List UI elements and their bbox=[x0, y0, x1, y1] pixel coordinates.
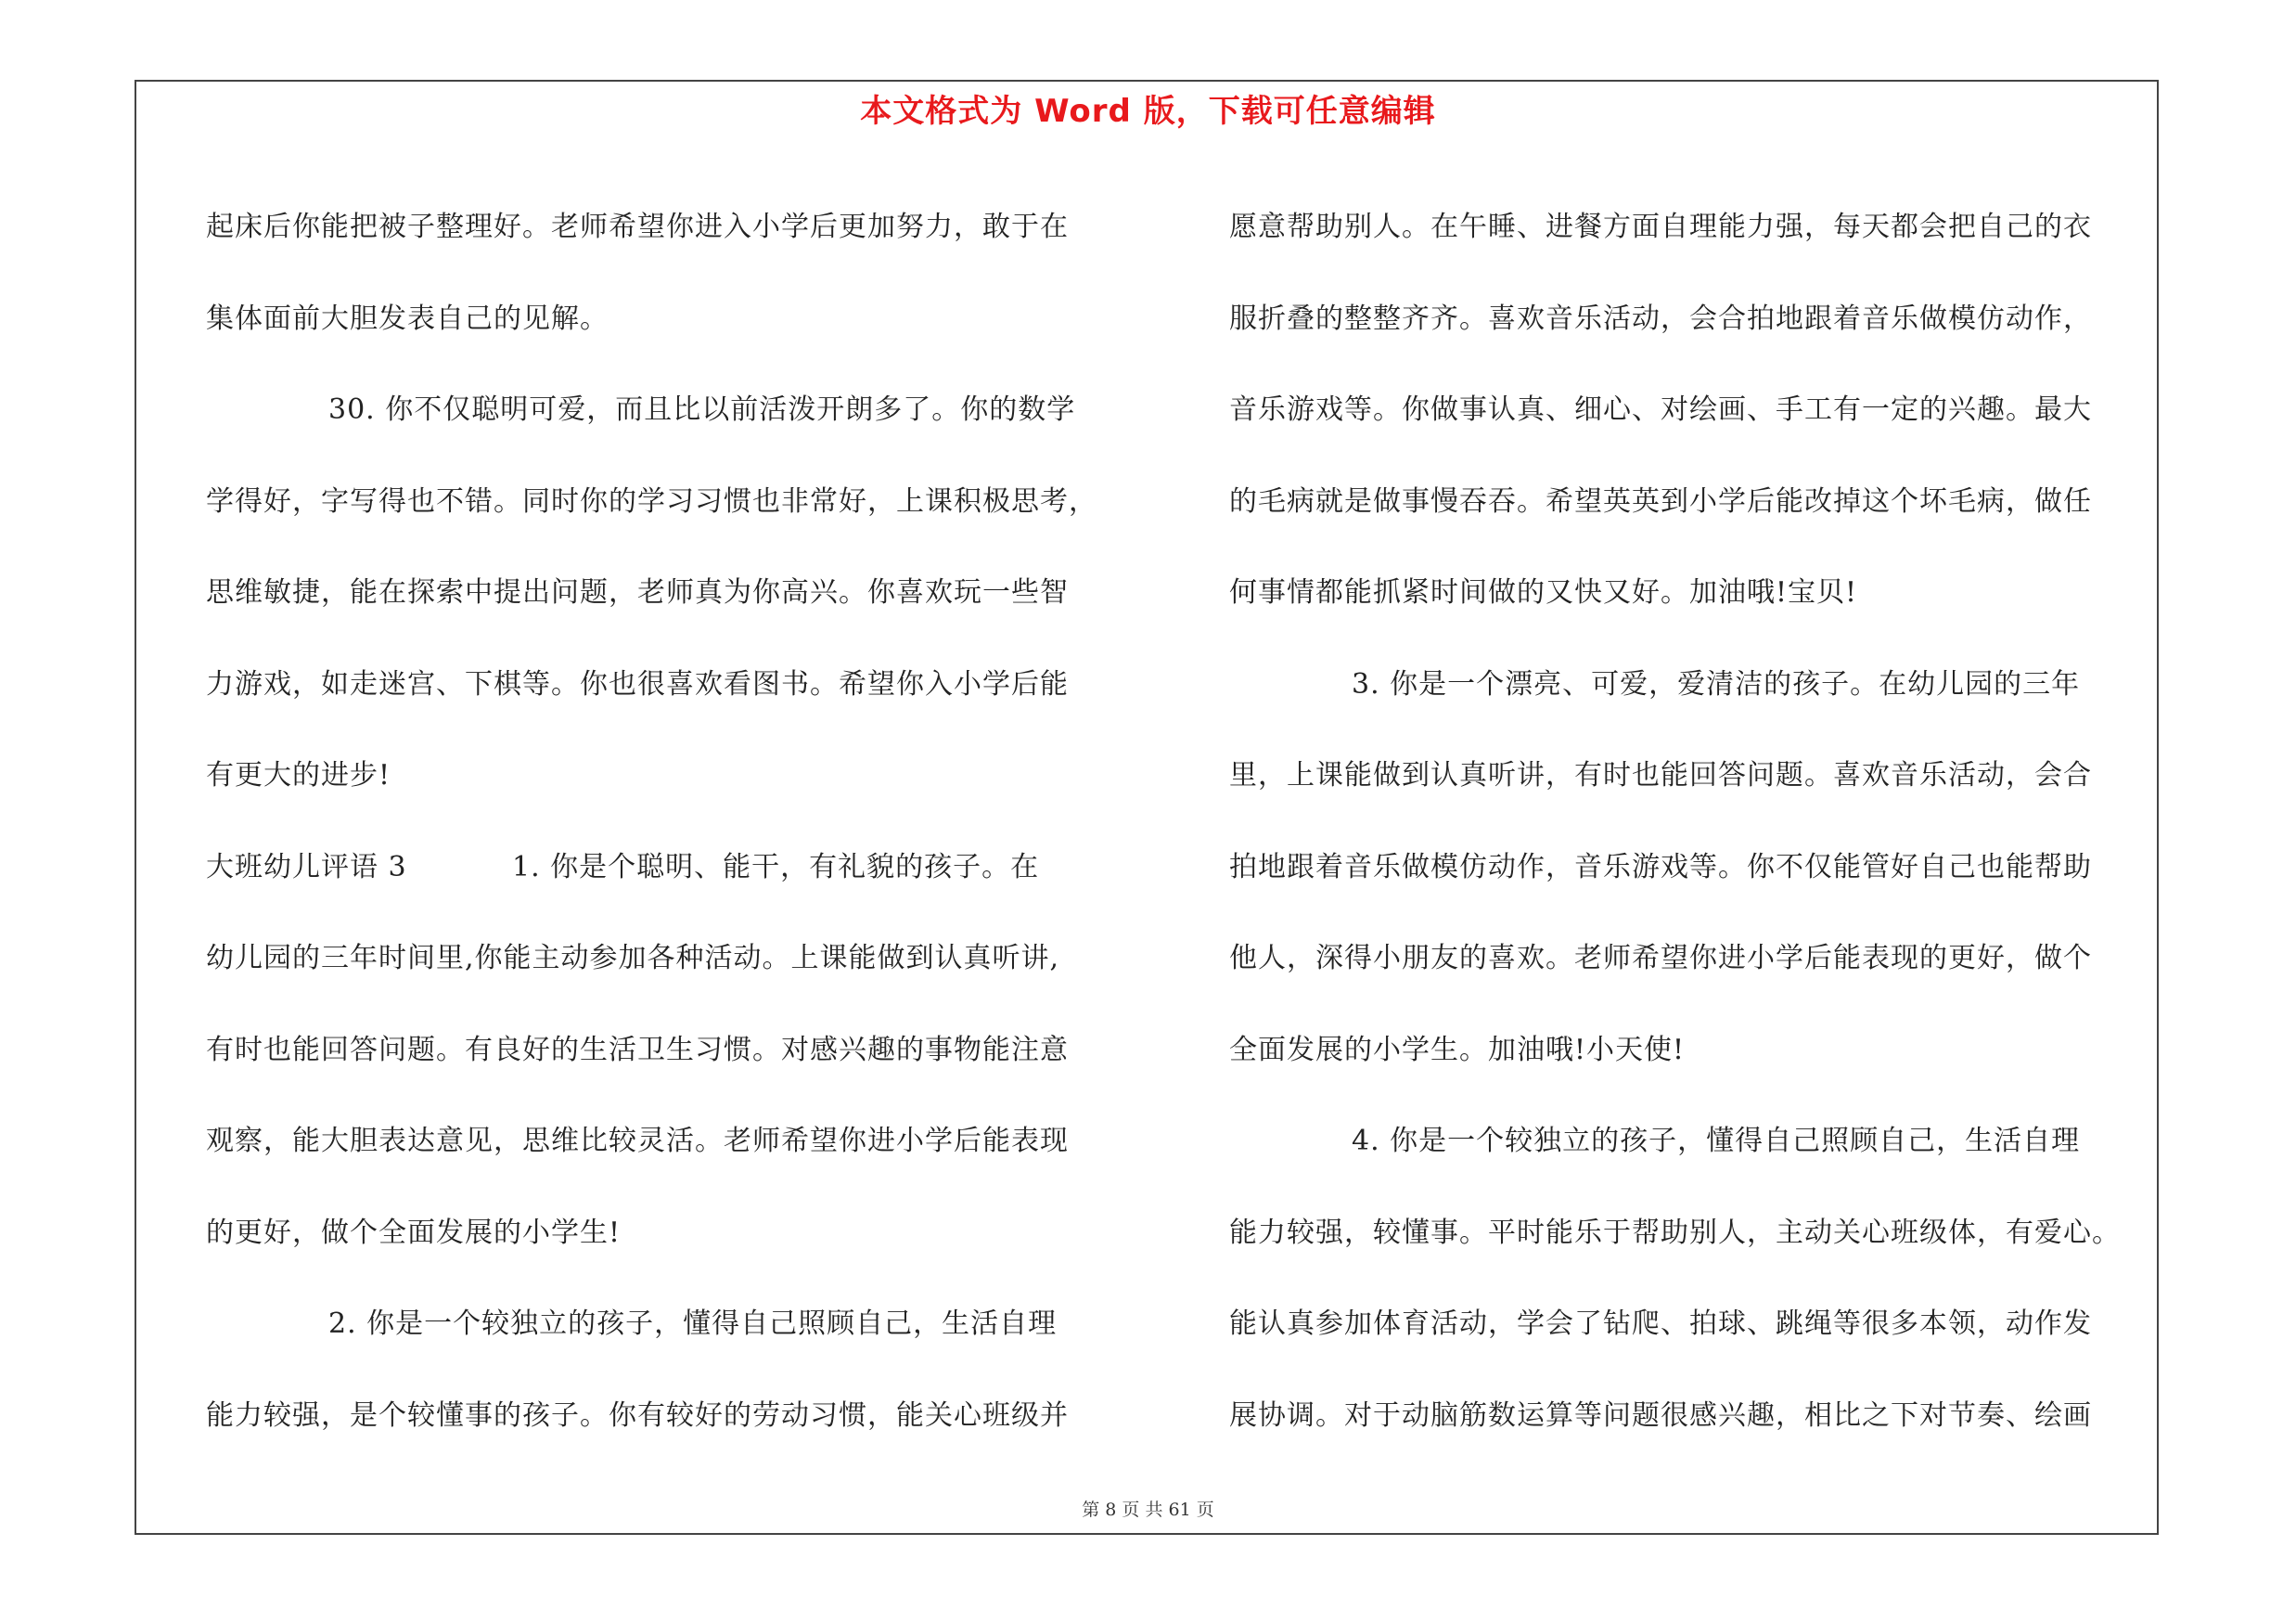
text-line: 能认真参加体育活动，学会了钻爬、拍球、跳绳等很多本领，动作发 bbox=[1229, 1307, 2092, 1340]
text-line: 幼儿园的三年时间里,你能主动参加各种活动。上课能做到认真听讲, bbox=[206, 942, 1060, 974]
text-line: 起床后你能把被子整理好。老师希望你进入小学后更加努力，敢于在 bbox=[206, 211, 1069, 243]
text-line: 里，上课能做到认真听讲，有时也能回答问题。喜欢音乐活动，会合 bbox=[1229, 759, 2092, 792]
paragraph-start-1: 1. 你是个聪明、能干，有礼貌的孩子。在 bbox=[512, 850, 1040, 883]
page-number-footer: 第 8 页 共 61 页 bbox=[1082, 1500, 1214, 1520]
format-notice-banner: 本文格式为 Word 版，下载可任意编辑 bbox=[860, 93, 1436, 130]
text-line: 何事情都能抓紧时间做的又快又好。加油哦!宝贝! bbox=[1229, 576, 1858, 609]
section-line bbox=[206, 822, 1130, 914]
text-line: 能力较强，较懂事。平时能乐于帮助别人，主动关心班级体，有爱心。 bbox=[1229, 1216, 2121, 1249]
text-line: 有更大的进步! bbox=[206, 759, 391, 792]
text-line: 愿意帮助别人。在午睡、进餐方面自理能力强，每天都会把自己的衣 bbox=[1229, 211, 2092, 243]
text-line: 服折叠的整整齐齐。喜欢音乐活动，会合拍地跟着音乐做模仿动作， bbox=[1229, 302, 2092, 335]
paragraph-start-3: 3. 你是一个漂亮、可爱，爱清洁的孩子。在幼儿园的三年 bbox=[1352, 667, 2081, 701]
text-line: 学得好，字写得也不错。同时你的学习习惯也非常好，上课积极思考， bbox=[206, 484, 1097, 518]
text-line: 思维敏捷，能在探索中提出问题，老师真为你高兴。你喜欢玩一些智 bbox=[206, 576, 1069, 609]
text-line: 集体面前大胆发表自己的见解。 bbox=[206, 302, 609, 335]
text-line: 拍地跟着音乐做模仿动作，音乐游戏等。你不仅能管好自己也能帮助 bbox=[1229, 850, 2092, 883]
text-line: 力游戏，如走迷宫、下棋等。你也很喜欢看图书。希望你入小学后能 bbox=[206, 667, 1069, 701]
section-title: 大班幼儿评语 3 bbox=[206, 850, 407, 883]
text-line: 全面发展的小学生。加油哦!小天使! bbox=[1229, 1033, 1686, 1066]
paragraph-start-2: 2. 你是一个较独立的孩子，懂得自己照顾自己，生活自理 bbox=[328, 1307, 1058, 1340]
text-line: 他人，深得小朋友的喜欢。老师希望你进小学后能表现的更好，做个 bbox=[1229, 942, 2092, 974]
left-column bbox=[206, 182, 1130, 1462]
text-line: 有时也能回答问题。有良好的生活卫生习惯。对感兴趣的事物能注意 bbox=[206, 1033, 1069, 1066]
text-line: 能力较强，是个较懂事的孩子。你有较好的劳动习惯，能关心班级并 bbox=[206, 1398, 1069, 1432]
right-column bbox=[1229, 182, 2157, 1462]
text-line: 的更好，做个全面发展的小学生! bbox=[206, 1216, 622, 1249]
text-line: 观察，能大胆表达意见，思维比较灵活。老师希望你进小学后能表现 bbox=[206, 1125, 1069, 1157]
text-line: 的毛病就是做事慢吞吞。希望英英到小学后能改掉这个坏毛病，做任 bbox=[1229, 484, 2092, 518]
text-line: 音乐游戏等。你做事认真、细心、对绘画、手工有一定的兴趣。最大 bbox=[1229, 393, 2092, 426]
text-line: 展协调。对于动脑筋数运算等问题很感兴趣，相比之下对节奏、绘画 bbox=[1229, 1398, 2092, 1432]
paragraph-start-30: 30. 你不仅聪明可爱，而且比以前活泼开朗多了。你的数学 bbox=[328, 393, 1076, 426]
paragraph-start-4: 4. 你是一个较独立的孩子，懂得自己照顾自己，生活自理 bbox=[1352, 1125, 2081, 1157]
